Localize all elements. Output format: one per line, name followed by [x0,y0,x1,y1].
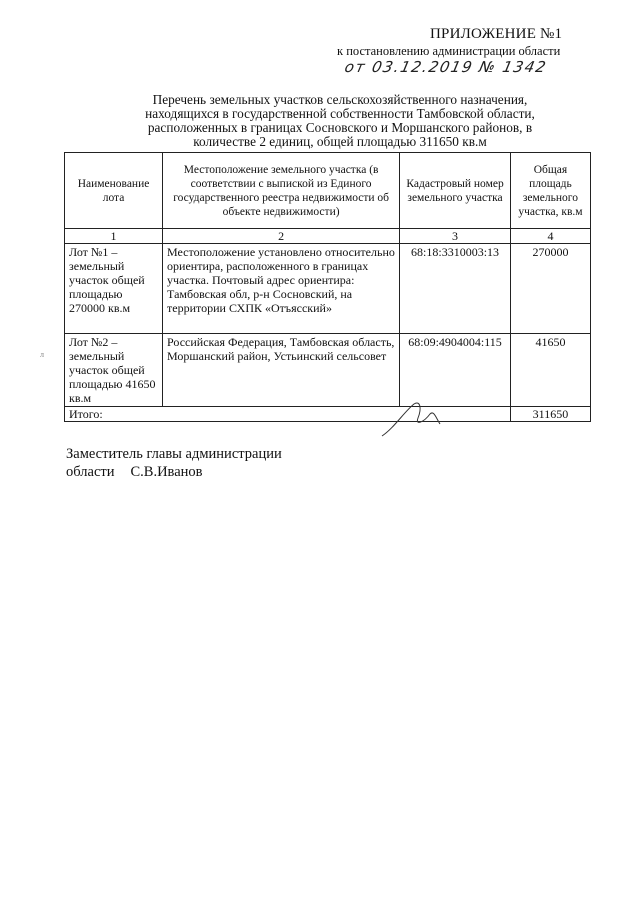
table-header-row [65,153,591,229]
lot-area: 41650 [510,334,590,407]
header-lot-name: Наименование лота [65,153,163,229]
total-label: Итого: [65,407,511,422]
table-total-row [65,407,591,422]
column-number: 3 [400,229,511,244]
column-number: 1 [65,229,163,244]
column-number: 4 [510,229,590,244]
column-numbers-row [65,229,591,244]
document-heading [92,93,588,149]
land-plots-table [64,152,591,422]
lot-area: 270000 [510,244,590,334]
lot-location: Российская Федерация, Тамбовская область, Моршанский район, Устьинский сельсовет [163,334,400,407]
heading-line: находящихся в государственной собственности Тамбовской области, [145,106,535,121]
handwritten-signature-mark [380,398,460,438]
table-row [65,334,591,407]
signatory-block [66,464,203,481]
appendix-title: ПРИЛОЖЕНИЕ №1 [430,26,563,42]
heading-line: количестве 2 единиц, общей площадью 311650 кв.м [193,134,487,149]
lot-cadastral-number: 68:09:4904004:115 [400,334,511,407]
heading-line: Перечень земельных участков сельскохозяйственного назначения, [152,92,528,107]
lot-location: Местоположение установлено относительно ориентира, расположенного в границах участка. Почтовый адрес ориентира: Тамбовская обл, р-н Сосновский, на территории СХПК «Отъясский» [163,244,400,334]
header-location: Местоположение земельного участка (в соответствии с выпиской из Единого государственного реестра недвижимости об объекте недвижимости) [163,153,400,229]
lot-name: Лот №1 – земельный участок общей площадью 270000 кв.м [65,244,163,334]
appendix-handwritten-date-number: от 03.12.2019 № 1342 [343,58,549,76]
appendix-subtitle: к постановлению администрации области [337,44,561,58]
signatory-position: Заместитель главы администрации [66,446,282,462]
table-row [65,244,591,334]
lot-cadastral-number: 68:18:3310003:13 [400,244,511,334]
signatory-name: С.В.Иванов [130,464,203,480]
total-value: 311650 [510,407,590,422]
header-total-area: Общая площадь земельного участка, кв.м [510,153,590,229]
heading-line: расположенных в границах Сосновского и Моршанского районов, в [147,120,533,135]
signatory-position-cont: области [66,464,115,480]
margin-mark: л [40,350,44,359]
column-number: 2 [163,229,400,244]
lot-name: Лот №2 – земельный участок общей площадью 41650 кв.м [65,334,163,407]
header-cadastral-number: Кадастровый номер земельного участка [400,153,511,229]
